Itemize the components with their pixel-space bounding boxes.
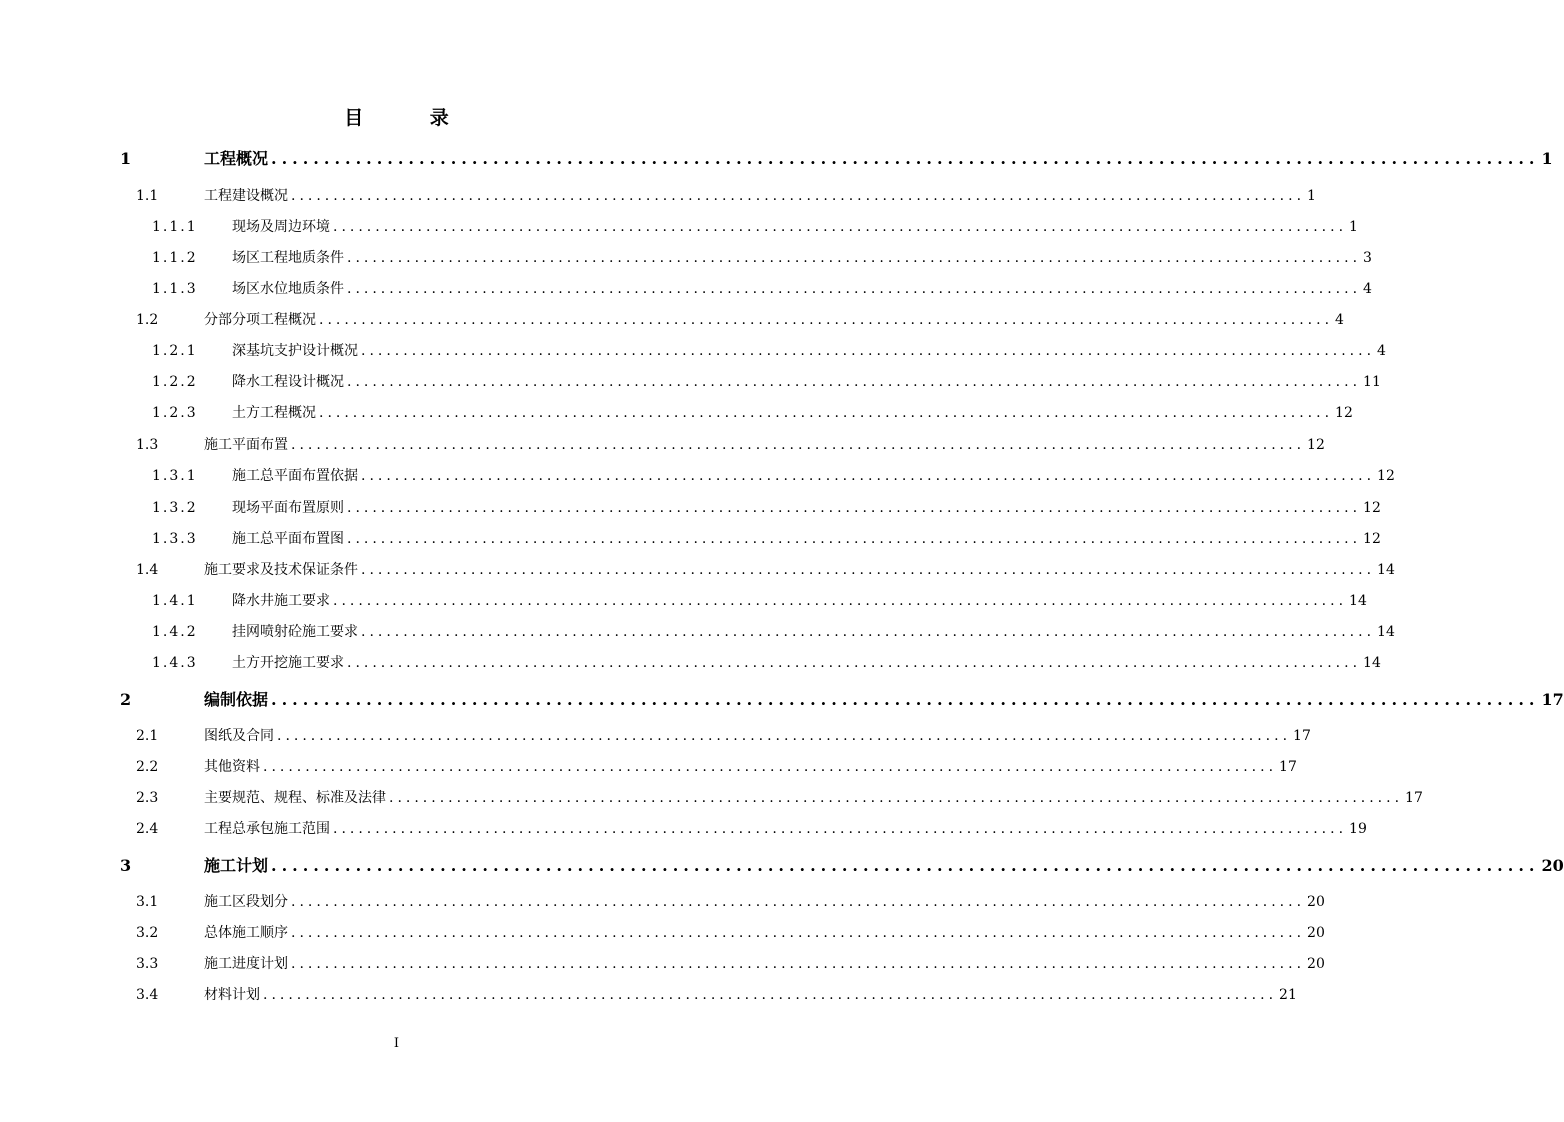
toc-entry-label: 土方开挖施工要求 <box>232 652 347 674</box>
toc-entry[interactable] <box>136 953 1325 975</box>
toc-entry-page: 4 <box>1377 343 1386 359</box>
toc-entry[interactable] <box>136 787 1423 809</box>
toc-leader-dots: ........................................................................................................................ <box>291 956 1306 972</box>
toc-entry-page: 1 <box>1541 149 1553 168</box>
toc-entry[interactable] <box>152 340 1386 362</box>
toc-entry[interactable] <box>152 652 1381 674</box>
toc-entry-number: 3.3 <box>136 956 159 972</box>
toc-entry-label: 施工计划 <box>204 855 271 877</box>
toc-entry-page: 12 <box>1363 500 1381 516</box>
toc-leader-dots: ........................................................................................................................ <box>347 250 1362 266</box>
toc-leader-dots: ........................................................................................................................ <box>319 405 1334 421</box>
toc-entry[interactable] <box>152 465 1395 487</box>
toc-entry-page: 12 <box>1307 437 1325 453</box>
toc-entry-number: 3.2 <box>136 925 159 941</box>
toc-entry[interactable] <box>136 922 1325 944</box>
toc-entry-label: 编制依据 <box>204 689 271 711</box>
toc-entry-page: 14 <box>1377 562 1395 578</box>
toc-entry-page: 12 <box>1335 405 1353 421</box>
toc-entry[interactable] <box>136 756 1297 778</box>
toc-leader-dots: ........................................................................................................................ <box>271 690 1540 709</box>
toc-entry[interactable] <box>120 855 1564 877</box>
toc-entry-label: 工程总承包施工范围 <box>204 818 333 840</box>
toc-entry[interactable] <box>152 216 1358 238</box>
toc-entry-label: 土方工程概况 <box>232 402 319 424</box>
toc-entry-number: 1.1.3 <box>152 281 198 297</box>
toc-entry-page: 19 <box>1349 821 1367 837</box>
toc-entry-page: 1 <box>1349 219 1358 235</box>
toc-entry-number: 1.4 <box>136 562 159 578</box>
toc-entry-label: 场区工程地质条件 <box>232 247 347 269</box>
toc-entry-page: 20 <box>1541 856 1564 875</box>
toc-entry-label: 降水井施工要求 <box>232 590 333 612</box>
toc-entry-page: 17 <box>1405 790 1423 806</box>
toc-entry[interactable] <box>136 818 1367 840</box>
toc-entry-label: 降水工程设计概况 <box>232 371 347 393</box>
toc-leader-dots: ........................................................................................................................ <box>361 562 1376 578</box>
toc-leader-dots: ........................................................................................................................ <box>271 856 1540 875</box>
toc-entry-page: 11 <box>1363 374 1381 390</box>
toc-leader-dots: ........................................................................................................................ <box>271 149 1540 168</box>
toc-entry-number: 1.3.2 <box>152 500 198 516</box>
toc-leader-dots: ........................................................................................................................ <box>319 312 1334 328</box>
toc-leader-dots: ........................................................................................................................ <box>277 728 1292 744</box>
toc-entry-label: 施工区段划分 <box>204 891 291 913</box>
toc-leader-dots: ........................................................................................................................ <box>347 281 1362 297</box>
toc-entry[interactable] <box>136 984 1297 1006</box>
toc-entry-number: 2.1 <box>136 728 159 744</box>
toc-entry[interactable] <box>136 185 1316 207</box>
toc-entry-number: 1.2.3 <box>152 405 198 421</box>
toc-leader-dots: ........................................................................................................................ <box>347 500 1362 516</box>
toc-leader-dots: ........................................................................................................................ <box>333 821 1348 837</box>
page-number: I <box>393 1036 400 1051</box>
toc-entry[interactable] <box>136 434 1325 456</box>
toc-entry-number: 2.2 <box>136 759 159 775</box>
toc-entry-number: 3 <box>120 856 132 875</box>
toc-entry-page: 21 <box>1279 987 1297 1003</box>
toc-leader-dots: ........................................................................................................................ <box>291 925 1306 941</box>
toc-entry-label: 工程概况 <box>204 148 271 170</box>
toc-entry-page: 17 <box>1279 759 1297 775</box>
toc-entry[interactable] <box>152 278 1372 300</box>
toc-entry[interactable] <box>152 497 1381 519</box>
toc-entry[interactable] <box>136 725 1311 747</box>
toc-entry-label: 材料计划 <box>204 984 263 1006</box>
toc-entry-number: 2.3 <box>136 790 159 806</box>
toc-entry-label: 现场平面布置原则 <box>232 497 347 519</box>
toc-entry-label: 场区水位地质条件 <box>232 278 347 300</box>
toc-entry-number: 1.4.2 <box>152 624 198 640</box>
toc-entry-label: 深基坑支护设计概况 <box>232 340 361 362</box>
toc-entry-number: 1.1.1 <box>152 219 198 235</box>
toc-entry[interactable] <box>152 528 1381 550</box>
toc-entry-label: 总体施工顺序 <box>204 922 291 944</box>
toc-entry-number: 3.4 <box>136 987 159 1003</box>
toc-entry-number: 1.2 <box>136 312 159 328</box>
toc-leader-dots: ........................................................................................................................ <box>333 219 1348 235</box>
toc-entry-number: 1.2.2 <box>152 374 198 390</box>
toc-entry-page: 14 <box>1377 624 1395 640</box>
toc-entry-page: 20 <box>1307 894 1325 910</box>
toc-entry-page: 20 <box>1307 925 1325 941</box>
toc-entry-page: 14 <box>1349 593 1367 609</box>
toc-entry-number: 1 <box>120 149 132 168</box>
toc-leader-dots: ........................................................................................................................ <box>291 894 1306 910</box>
toc-entry-label: 施工总平面布置依据 <box>232 465 361 487</box>
toc-entry-number: 1.3.3 <box>152 531 198 547</box>
toc-entry[interactable] <box>152 247 1372 269</box>
toc-entry-page: 20 <box>1307 956 1325 972</box>
toc-entry-number: 1.4.3 <box>152 655 198 671</box>
toc-title: 目 录 <box>344 107 479 129</box>
toc-entry-label: 施工要求及技术保证条件 <box>204 559 361 581</box>
toc-entry-number: 3.1 <box>136 894 159 910</box>
toc-entry-number: 2 <box>120 690 132 709</box>
toc-entry-page: 14 <box>1363 655 1381 671</box>
toc-entry-label: 工程建设概况 <box>204 185 291 207</box>
toc-entry[interactable] <box>152 371 1381 393</box>
toc-entry[interactable] <box>152 590 1367 612</box>
toc-leader-dots: ........................................................................................................................ <box>347 655 1362 671</box>
toc-entry-number: 2.4 <box>136 821 159 837</box>
toc-leader-dots: ........................................................................................................................ <box>347 531 1362 547</box>
toc-entry[interactable] <box>152 621 1395 643</box>
toc-entry-number: 1.1.2 <box>152 250 198 266</box>
toc-entry-label: 其他资料 <box>204 756 263 778</box>
toc-entry[interactable] <box>136 559 1395 581</box>
toc-entry-label: 主要规范、规程、标准及法律 <box>204 787 389 809</box>
toc-entry-label: 图纸及合同 <box>204 725 277 747</box>
toc-entry-label: 挂网喷射砼施工要求 <box>232 621 361 643</box>
toc-entry[interactable] <box>136 891 1325 913</box>
toc-entry-page: 4 <box>1335 312 1344 328</box>
toc-entry-page: 12 <box>1363 531 1381 547</box>
toc-leader-dots: ........................................................................................................................ <box>333 593 1348 609</box>
toc-leader-dots: ........................................................................................................................ <box>263 759 1278 775</box>
toc-leader-dots: ........................................................................................................................ <box>291 437 1306 453</box>
toc-leader-dots: ........................................................................................................................ <box>291 188 1306 204</box>
toc-entry-number: 1.3 <box>136 437 159 453</box>
toc-entry-page: 3 <box>1363 250 1372 266</box>
toc-entry-page: 17 <box>1293 728 1311 744</box>
toc-leader-dots: ........................................................................................................................ <box>361 343 1376 359</box>
toc-entry-page: 12 <box>1377 468 1395 484</box>
toc-entry[interactable] <box>120 148 1553 170</box>
toc-entry[interactable] <box>120 689 1564 711</box>
toc-entry-page: 4 <box>1363 281 1372 297</box>
toc-entry-page: 17 <box>1541 690 1564 709</box>
toc-entry-label: 施工总平面布置图 <box>232 528 347 550</box>
toc-leader-dots: ........................................................................................................................ <box>389 790 1404 806</box>
toc-entry-label: 施工平面布置 <box>204 434 291 456</box>
toc-entry-number: 1.1 <box>136 188 159 204</box>
toc-entry-number: 1.2.1 <box>152 343 198 359</box>
toc-entry-label: 分部分项工程概况 <box>204 309 319 331</box>
toc-leader-dots: ........................................................................................................................ <box>347 374 1362 390</box>
toc-entry[interactable] <box>152 402 1353 424</box>
toc-entry-label: 施工进度计划 <box>204 953 291 975</box>
toc-leader-dots: ........................................................................................................................ <box>361 624 1376 640</box>
toc-entry[interactable] <box>136 309 1344 331</box>
toc-leader-dots: ........................................................................................................................ <box>361 468 1376 484</box>
toc-entry-label: 现场及周边环境 <box>232 216 333 238</box>
toc-entry-number: 1.4.1 <box>152 593 198 609</box>
toc-leader-dots: ........................................................................................................................ <box>263 987 1278 1003</box>
toc-entry-number: 1.3.1 <box>152 468 198 484</box>
toc-entry-page: 1 <box>1307 188 1316 204</box>
